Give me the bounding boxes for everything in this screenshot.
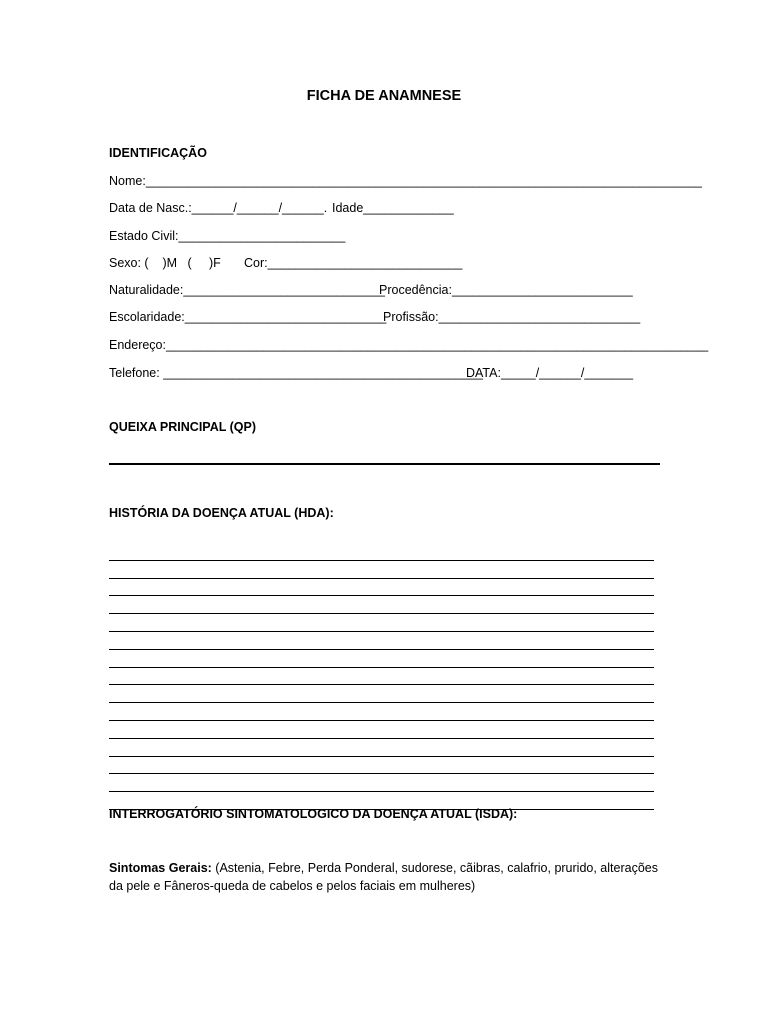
hda-answer-lines[interactable]	[109, 543, 654, 810]
field-procedencia[interactable]: Procedência:__________________________	[379, 283, 633, 297]
field-cor[interactable]: Cor:____________________________	[244, 256, 463, 270]
hda-blank-line[interactable]	[109, 757, 654, 775]
field-data[interactable]: DATA:_____/______/_______	[466, 366, 634, 380]
queixa-principal-answer-line[interactable]	[109, 463, 660, 465]
field-endereco[interactable]: Endereço:______________________________________________________________________________	[109, 338, 709, 352]
hda-blank-line[interactable]	[109, 668, 654, 686]
field-data-nasc[interactable]: Data de Nasc.:______/______/______.	[109, 201, 328, 215]
sintomas-gerais-text: (Astenia, Febre, Perda Ponderal, sudorese, cãibras, calafrio, prurido, alterações da pele e Fâneros-queda de cabelos e pelos faciais em mulheres)	[109, 861, 658, 893]
field-profissao[interactable]: Profissão:_____________________________	[383, 310, 641, 324]
field-telefone[interactable]: Telefone: ______________________________________________	[109, 366, 483, 380]
hda-blank-line[interactable]	[109, 721, 654, 739]
hda-blank-line[interactable]	[109, 596, 654, 614]
hda-blank-line[interactable]	[109, 632, 654, 650]
hda-blank-line[interactable]	[109, 579, 654, 597]
section-heading-identificacao: IDENTIFICAÇÃO	[109, 146, 207, 160]
section-heading-isda: INTERROGATÓRIO SINTOMATOLOGICO DA DOENÇA ATUAL (ISDA):	[109, 807, 518, 821]
field-estado-civil[interactable]: Estado Civil:________________________	[109, 229, 346, 243]
section-heading-queixa-principal: QUEIXA PRINCIPAL (QP)	[109, 420, 257, 434]
hda-blank-line[interactable]	[109, 703, 654, 721]
hda-blank-line[interactable]	[109, 685, 654, 703]
hda-blank-line[interactable]	[109, 543, 654, 561]
hda-blank-line[interactable]	[109, 739, 654, 757]
hda-blank-line[interactable]	[109, 561, 654, 579]
sintomas-gerais-label: Sintomas Gerais:	[109, 861, 212, 875]
section-heading-hda: HISTÓRIA DA DOENÇA ATUAL (HDA):	[109, 506, 334, 520]
sintomas-gerais-paragraph	[109, 859, 658, 895]
hda-blank-line[interactable]	[109, 774, 654, 792]
field-naturalidade[interactable]: Naturalidade:_____________________________	[109, 283, 385, 297]
field-sexo[interactable]: Sexo: ( )M ( )F	[109, 256, 221, 270]
hda-blank-line[interactable]	[109, 614, 654, 632]
hda-blank-line[interactable]	[109, 650, 654, 668]
form-title: FICHA DE ANAMNESE	[306, 88, 462, 104]
field-nome[interactable]: Nome:________________________________________________________________________________	[109, 174, 702, 188]
field-escolaridade[interactable]: Escolaridade:_____________________________	[109, 310, 387, 324]
field-idade[interactable]: Idade_____________	[332, 201, 454, 215]
